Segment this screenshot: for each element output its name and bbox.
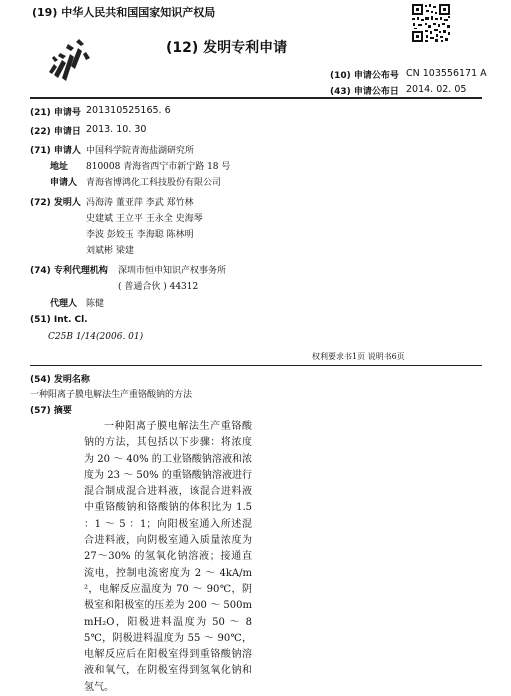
page-count: 权利要求书1页 说明书6页 bbox=[312, 352, 405, 361]
pub-date-label: (43) 申请公布日 bbox=[330, 87, 399, 97]
inventors-label: (72) 发明人 bbox=[30, 198, 81, 208]
inventors-line: 史建斌 王立平 王永全 史海琴 bbox=[86, 214, 203, 224]
applicant: 中国科学院青海盐湖研究所 bbox=[86, 146, 195, 156]
document-type: (12) 发明专利申请 bbox=[166, 40, 288, 56]
agency-line1: 深圳市恒申知识产权事务所 bbox=[118, 266, 227, 276]
ipc-label: (51) Int. Cl. bbox=[30, 315, 88, 325]
pub-no-label: (10) 申请公布号 bbox=[330, 71, 399, 81]
filing-date-label: (22) 申请日 bbox=[30, 127, 81, 137]
title-label: (54) 发明名称 bbox=[30, 375, 90, 385]
inventors-line: 李波 彭姣玉 李海聪 陈林明 bbox=[86, 230, 194, 240]
filing-date: 2013. 10. 30 bbox=[86, 124, 147, 135]
app-no: 201310525165. 6 bbox=[86, 105, 171, 116]
abstract-label: (57) 摘要 bbox=[30, 406, 72, 416]
app-no-label: (21) 申请号 bbox=[30, 108, 81, 118]
inventors-line: 冯海涛 董亚萍 李武 郑竹林 bbox=[86, 198, 194, 208]
header-rule bbox=[30, 97, 482, 99]
qr-code-icon bbox=[411, 3, 451, 43]
applicant2: 青海省博鸿化工科技股份有限公司 bbox=[86, 178, 222, 188]
agent-label: 代理人 bbox=[50, 299, 78, 309]
address-label: 地址 bbox=[50, 162, 69, 172]
agent: 陈健 bbox=[86, 299, 105, 309]
ipc-class: C25B 1/14(2006. 01) bbox=[48, 332, 144, 342]
agency-line2: ( 普通合伙 ) 44312 bbox=[118, 282, 199, 292]
applicant-label: (71) 申请人 bbox=[30, 146, 81, 156]
office-name: (19) 中华人民共和国国家知识产权局 bbox=[32, 6, 216, 19]
address: 810008 青海省西宁市新宁路 18 号 bbox=[86, 162, 231, 172]
applicant2-label: 申请人 bbox=[50, 178, 78, 188]
inventors-line: 刘斌彬 梁建 bbox=[86, 246, 134, 256]
agency-label: (74) 专利代理机构 bbox=[30, 266, 108, 276]
invention-title: 一种阳离子膜电解法生产重铬酸钠的方法 bbox=[30, 390, 193, 400]
section-rule bbox=[30, 365, 482, 366]
abstract-text: 一种阳离子膜电解法生产重铬酸钠的方法，其包括以下步骤：将浓度为 20 ～ 40% 的工业铬酸钠溶液和浓度为 23 ～ 50% 的重铬酸钠溶液进行混合制成混合进料液，该混合进料液中重铬酸钠和铬酸钠的体积比为 1.5 ：1 ～ 5 ：1；向阳极室通入所述混合进料液，向阴极室通入质量浓度为 27～30% 的氢氧化钠溶液；接通直流电，控制电流密度为 2 ～ 4kA/m²，电解反应温度为 70 ～ 90℃，阴极室和阳极室的压差为 200 ～ 500mmH₂O，阳极进料温度为 50 ～ 85℃，阴极进料温度为 55 ～ 90℃，电解反应后在阳极室得到重铬酸钠溶液和氧气，在阴极室得到氢氧化钠和氢气。 bbox=[84, 421, 252, 693]
pub-no: CN 103556171 A bbox=[406, 68, 487, 79]
patent-office-emblem-icon bbox=[44, 34, 96, 86]
pub-date: 2014. 02. 05 bbox=[406, 84, 467, 95]
